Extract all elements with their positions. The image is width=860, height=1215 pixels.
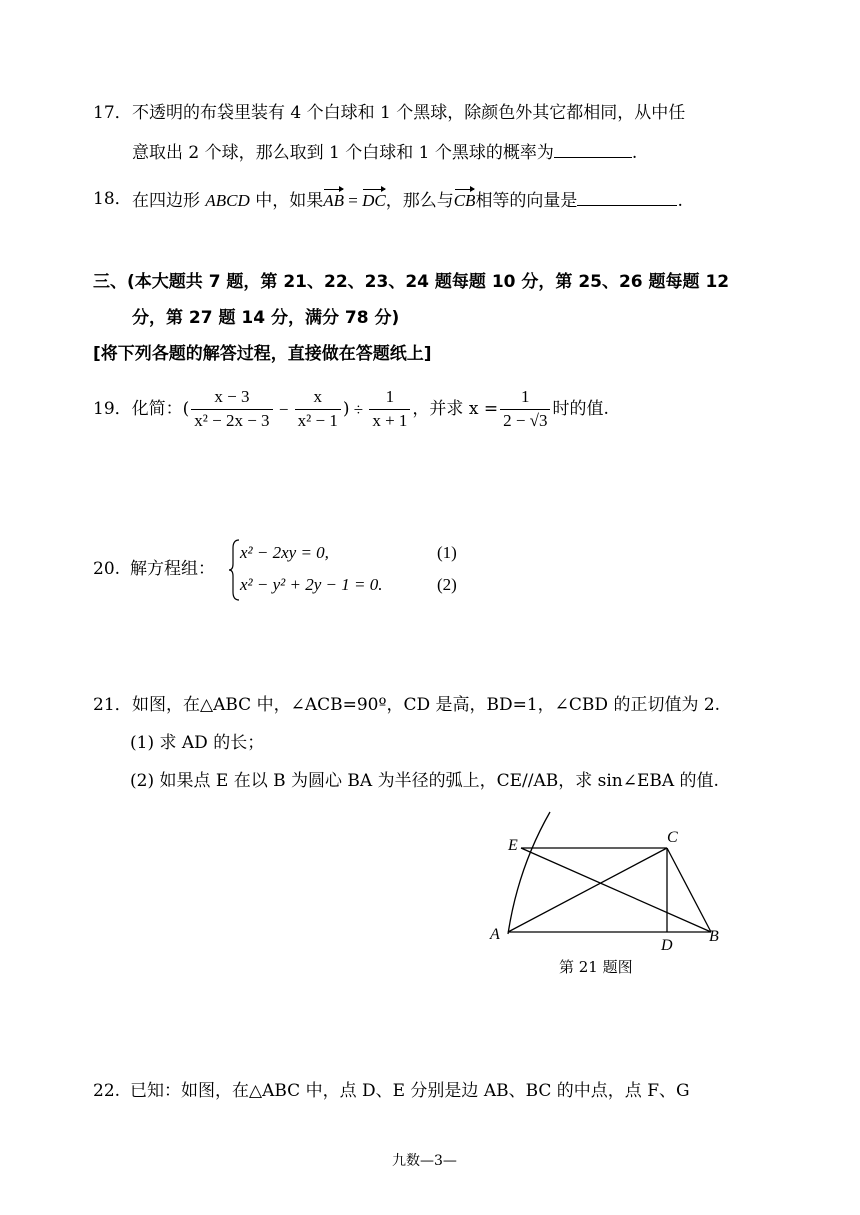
- q19-fraction-1-numerator: x − 3: [191, 386, 272, 410]
- q17-line2-text: 意取出 2 个球，那么取到 1 个白球和 1 个黑球的概率为: [132, 143, 554, 163]
- q19: [93, 386, 609, 433]
- q20-number: 20.: [93, 559, 121, 579]
- q21-figure-caption: 第 21 题图: [559, 958, 633, 976]
- q19-fraction-1: [191, 386, 272, 433]
- q18-suffix: 相等的向量是: [475, 191, 578, 211]
- q17-number: 17．: [93, 103, 132, 123]
- q19-tail: ，并求 x =: [412, 398, 499, 419]
- q21-segment-eb: [521, 848, 711, 932]
- q21-part1: (1) 求 AD 的长；: [130, 733, 265, 753]
- q19-fraction-1-denominator: x² − 2x − 3: [194, 410, 270, 430]
- q19-label: 化简：(: [131, 398, 190, 419]
- q19-fraction-4-denominator: 2 − √3: [503, 410, 548, 430]
- q17-line1: 不透明的布袋里装有 4 个白球和 1 个黑球，除颜色外其它都相同，从中任: [132, 103, 686, 123]
- q19-fraction-3-numerator: 1: [369, 386, 410, 410]
- q21-number: 21．: [93, 695, 132, 715]
- q18-mid: 中，如果: [249, 191, 324, 211]
- q18-mid2: ，那么与: [385, 191, 454, 211]
- q22-number: 22.: [93, 1081, 121, 1101]
- q21-segment-cb: [667, 848, 711, 932]
- q21-label-a: A: [490, 926, 500, 943]
- q17-answer-blank: [554, 141, 632, 158]
- q18-end: .: [677, 191, 683, 211]
- q18-vector-cb: CB: [453, 191, 476, 210]
- q18-quad: ABCD: [205, 191, 250, 210]
- q21-label-d: D: [661, 937, 673, 950]
- q21-label-b: B: [709, 928, 719, 945]
- q21-text: 如图，在△ABC 中，∠ACB=90º，CD 是高，BD=1，∠CBD 的正切值为 2.: [132, 695, 721, 715]
- q19-fraction-4: [500, 386, 550, 433]
- q19-end: 时的值.: [552, 398, 609, 419]
- q17-end: .: [631, 143, 638, 163]
- q19-number: 19．: [93, 398, 132, 419]
- q19-fraction-2: [295, 386, 341, 433]
- q18-answer-blank: [577, 189, 677, 206]
- q20-brace-icon: [227, 538, 241, 602]
- q21-label-c: C: [667, 829, 678, 846]
- q20-equation-1: x² − 2xy = 0,: [240, 543, 329, 562]
- section3-instruction: [将下列各题的解答过程，直接做在答题纸上]: [93, 344, 432, 364]
- q18-prefix: 在四边形: [132, 191, 206, 211]
- q22-text: 已知：如图，在△ABC 中，点 D、E 分别是边 AB、BC 的中点，点 F、G: [130, 1081, 690, 1101]
- q21-label-e: E: [508, 837, 518, 854]
- q19-fraction-3-denominator: x + 1: [372, 410, 408, 430]
- q21-part2: (2) 如果点 E 在以 B 为圆心 BA 为半径的弧上，CE//AB，求 sin∠EBA 的值.: [130, 771, 719, 791]
- q19-close-paren: ): [342, 398, 350, 419]
- q18-equals: =: [343, 191, 363, 210]
- q19-fraction-3: [369, 386, 410, 433]
- q19-divide: ÷: [349, 399, 368, 419]
- q19-fraction-4-numerator: 1: [500, 386, 550, 410]
- q21-arc: [508, 812, 550, 934]
- q20-tag-1: (1): [437, 543, 457, 562]
- q18-text: [132, 189, 683, 211]
- q18-number: 18．: [93, 189, 132, 209]
- q20-tag-2: (2): [437, 575, 457, 594]
- q19-fraction-2-denominator: x² − 1: [297, 410, 338, 430]
- q21-segment-ac: [508, 848, 667, 932]
- q20-equation-2: x² − y² + 2y − 1 = 0.: [240, 575, 383, 594]
- q18-vector-ab: AB: [323, 191, 344, 210]
- q19-fraction-2-numerator: x: [295, 386, 341, 410]
- q20-label: 解方程组：: [130, 559, 215, 579]
- q19-minus: −: [274, 399, 293, 419]
- section3-heading-line1: 三、(本大题共 7 题，第 21、22、23、24 题每题 10 分，第 25、26 题每题 12: [93, 272, 730, 292]
- page-footer: 九数—3—: [392, 1153, 457, 1169]
- q17-line2: [132, 141, 637, 163]
- q18-vector-dc: DC: [362, 191, 386, 210]
- q21-figure: [480, 810, 740, 950]
- section3-heading-line2: 分，第 27 题 14 分，满分 78 分): [132, 308, 400, 328]
